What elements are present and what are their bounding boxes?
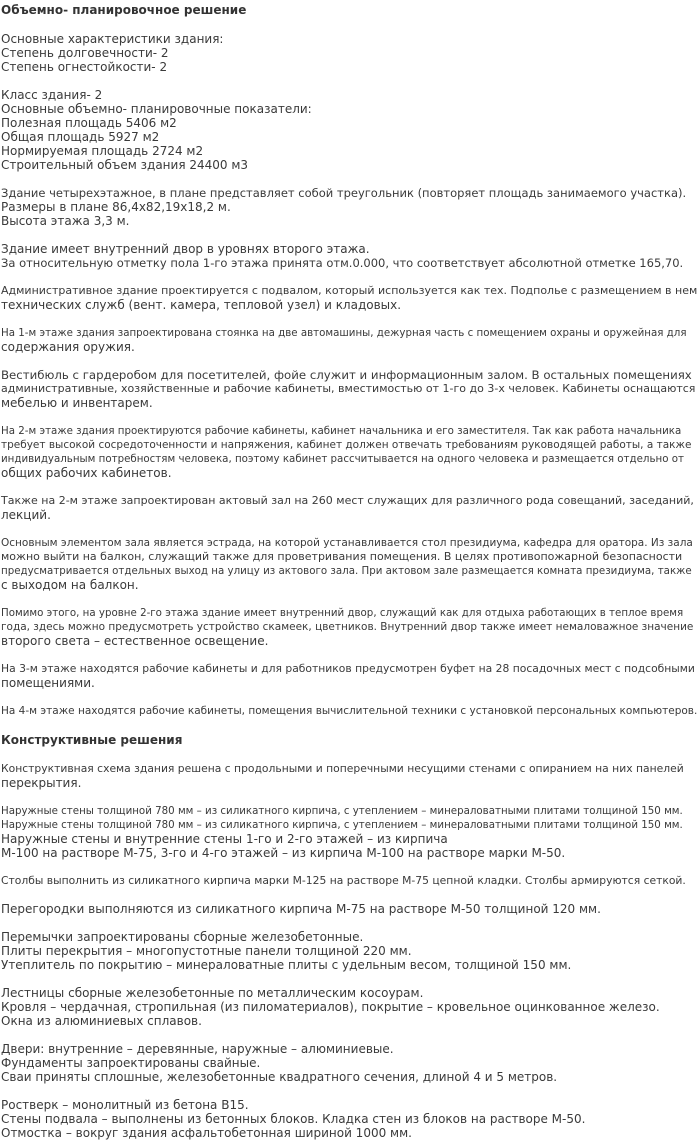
text-line: индивидуальным потребностям человека, поэтому кабинет рассчитывается на одного человека и размещается отдельно от xyxy=(1,453,684,465)
spacer xyxy=(1,18,697,32)
paragraph-walls xyxy=(1,804,697,860)
text-line: Размеры в плане 86,4х82,19х18,2 м. xyxy=(1,200,231,214)
paragraph-stage xyxy=(1,536,697,592)
text-line: помещениями. xyxy=(1,676,95,690)
document-body xyxy=(1,0,697,1140)
text-line: Общая площадь 5927 м2 xyxy=(1,130,160,144)
paragraph-basement xyxy=(1,284,697,312)
text-line: За относительную отметку пола 1-го этажа принята отм.0.000, что соответствует абсолютной отметке 165,70. xyxy=(1,256,684,270)
section-title-planning: Объемно- планировочное решение xyxy=(1,3,247,17)
text-line: Утеплитель по покрытию – минераловатные плиты с удельным весом, толщиной 150 мм. xyxy=(1,958,572,972)
spacer xyxy=(1,480,697,494)
spacer xyxy=(1,522,697,536)
text-line: На 3-м этаже находятся рабочие кабинеты и для работников предусмотрен буфет на 28 посадочных мест с подсобными xyxy=(1,662,695,675)
paragraph-partitions xyxy=(1,902,697,916)
text-line: Ростверк – монолитный из бетона В15. xyxy=(1,1098,249,1112)
text-line: года, здесь можно предусмотреть устройство скамеек, цветников. Внутренний двор также имеет немаловажное значение xyxy=(1,621,694,633)
text-line: Плиты перекрытия – многопустотные панели толщиной 220 мм. xyxy=(1,944,412,958)
text-line: Класс здания- 2 xyxy=(1,88,103,102)
text-line: технических служб (вент. камера, тепловой узел) и кладовых. xyxy=(1,298,402,312)
text-line: требует высокой сосредоточенности и напряжения, кабинет должен отвечать требованиям руководящей работы, а также xyxy=(1,439,692,451)
text-line: общих рабочих кабинетов. xyxy=(1,466,172,480)
text-line: Степень огнестойкости- 2 xyxy=(1,60,168,74)
spacer xyxy=(1,888,697,902)
text-line: Высота этажа 3,3 м. xyxy=(1,214,130,228)
paragraph-floor1 xyxy=(1,326,697,354)
spacer xyxy=(1,410,697,424)
spacer xyxy=(1,354,697,368)
spacer xyxy=(1,916,697,930)
spacer xyxy=(1,718,697,730)
text-line: Здание имеет внутренний двор в уровнях второго этажа. xyxy=(1,242,370,256)
spacer xyxy=(1,312,697,326)
paragraph-characteristics xyxy=(1,32,697,74)
spacer xyxy=(1,860,697,874)
text-line: Перегородки выполняются из силикатного кирпича М-75 на растворе М-50 толщиной 120 мм. xyxy=(1,902,601,916)
spacer xyxy=(1,74,697,88)
section-title-structural: Конструктивные решения xyxy=(1,733,183,747)
paragraph-hall xyxy=(1,494,697,522)
spacer xyxy=(1,690,697,704)
text-line: Степень долговечности- 2 xyxy=(1,46,169,60)
text-line: Фундаменты запроектированы свайные. xyxy=(1,1056,261,1070)
text-line: административные, хозяйственные и рабочие кабинеты, вместимостью от 1-го до 3-х человек. Кабинеты оснащаются xyxy=(1,382,696,395)
paragraph-inner-yard xyxy=(1,606,697,648)
text-line: Наружные стены толщиной 780 мм – из силикатного кирпича, с утеплением – минераловатными плитами толщиной 150 мм. xyxy=(1,819,683,831)
paragraph-grillage xyxy=(1,1098,697,1140)
paragraph-floor3 xyxy=(1,662,697,690)
text-line: М-100 на растворе М-75, 3-го и 4-го этажей – из кирпича М-100 на растворе марки М-50. xyxy=(1,846,566,860)
spacer xyxy=(1,748,697,762)
text-line: Основные объемно- планировочные показатели: xyxy=(1,102,312,116)
paragraph-scheme xyxy=(1,762,697,790)
text-line: Также на 2-м этаже запроектирован актовый зал на 260 мест служащих для различного рода совещаний, заседаний, xyxy=(1,494,694,507)
text-line: предусматривается отдельных выход на улицу из актового зала. При актовом зале размещается комната президиума, также xyxy=(1,565,692,577)
text-line: На 1-м этаже здания запроектирована стоянка на две автомашины, дежурная часть с помещением охраны и оружейная для xyxy=(1,327,687,339)
text-line: Наружные стены и внутренние стены 1-го и 2-го этажей – из кирпича xyxy=(1,832,448,846)
paragraph-floor2 xyxy=(1,424,697,480)
spacer xyxy=(1,228,697,242)
text-line: Кровля – чердачная, стропильная (из пиломатериалов), покрытие – кровельное оцинкованное железо. xyxy=(1,1000,660,1014)
paragraph-stairs xyxy=(1,986,697,1028)
text-line: Строительный объем здания 24400 м3 xyxy=(1,158,249,172)
text-line: Перемычки запроектированы сборные железобетонные. xyxy=(1,930,364,944)
text-line: Столбы выполнить из силикатного кирпича марки М-125 на растворе М-75 цепной кладки. Столбы армируются сеткой. xyxy=(1,874,686,887)
paragraph-shape xyxy=(1,186,697,228)
text-line: мебелью и инвентарем. xyxy=(1,396,153,410)
spacer xyxy=(1,1084,697,1098)
spacer xyxy=(1,592,697,606)
spacer xyxy=(1,648,697,662)
paragraph-floor4 xyxy=(1,704,697,718)
text-line: Помимо этого, на уровне 2-го этажа здание имеет внутренний двор, служащий как для отдыха работающих в теплое время xyxy=(1,607,684,619)
spacer xyxy=(1,790,697,804)
text-line: лекций. xyxy=(1,508,51,522)
paragraph-lobby xyxy=(1,368,697,410)
spacer xyxy=(1,1028,697,1042)
text-line: На 2-м этаже здания проектируются рабочие кабинеты, кабинет начальника и его заместителя. Так как работа начальника xyxy=(1,425,682,437)
text-line: Отмостка – вокруг здания асфальтобетонная шириной 1000 мм. xyxy=(1,1126,412,1140)
text-line: Лестницы сборные железобетонные по металлическим косоурам. xyxy=(1,986,424,1000)
text-line: Наружные стены толщиной 780 мм – из силикатного кирпича, с утеплением – минераловатными плитами толщиной 150 мм. xyxy=(1,805,683,817)
text-line: Основные характеристики здания: xyxy=(1,32,224,46)
text-line: перекрытия. xyxy=(1,776,82,790)
text-line: Нормируемая площадь 2724 м2 xyxy=(1,144,204,158)
paragraph-indicators xyxy=(1,88,697,172)
spacer xyxy=(1,972,697,986)
text-line: содержания оружия. xyxy=(1,340,135,354)
text-line: На 4-м этаже находятся рабочие кабинеты, помещения вычислительной техники с установкой персональных компьютеров. xyxy=(1,705,698,717)
paragraph-lintels xyxy=(1,930,697,972)
spacer xyxy=(1,270,697,284)
paragraph-courtyard xyxy=(1,242,697,270)
text-line: Вестибюль с гардеробом для посетителей, фойе служит и информационным залом. В остальных помещениях xyxy=(1,368,692,382)
paragraph-pillars xyxy=(1,874,697,888)
text-line: Здание четырехэтажное, в плане представляет собой треугольник (повторяет площадь занимаемого участка). xyxy=(1,186,687,200)
text-line: можно выйти на балкон, служащий также для проветривания помещения. В целях противопожарной безопасности xyxy=(1,550,683,563)
text-line: Конструктивная схема здания решена с продольными и поперечными несущими стенами с опиранием на них панелей xyxy=(1,762,684,775)
text-line: с выходом на балкон. xyxy=(1,578,139,592)
text-line: Административное здание проектируется с подвалом, который используется как тех. Подполье с размещением в нем xyxy=(1,284,698,297)
text-line: Сваи приняты сплошные, железобетонные квадратного сечения, длиной 4 и 5 метров. xyxy=(1,1070,558,1084)
text-line: второго света – естественное освещение. xyxy=(1,634,269,648)
text-line: Двери: внутренние – деревянные, наружные – алюминиевые. xyxy=(1,1042,394,1056)
text-line: Основным элементом зала является эстрада, на которой устанавливается стол президиума, кафедра для оратора. Из зала xyxy=(1,537,693,549)
text-line: Окна из алюминиевых сплавов. xyxy=(1,1014,202,1028)
text-line: Стены подвала – выполнены из бетонных блоков. Кладка стен из блоков на растворе М-50. xyxy=(1,1112,586,1126)
paragraph-doors xyxy=(1,1042,697,1084)
spacer xyxy=(1,172,697,186)
text-line: Полезная площадь 5406 м2 xyxy=(1,116,177,130)
